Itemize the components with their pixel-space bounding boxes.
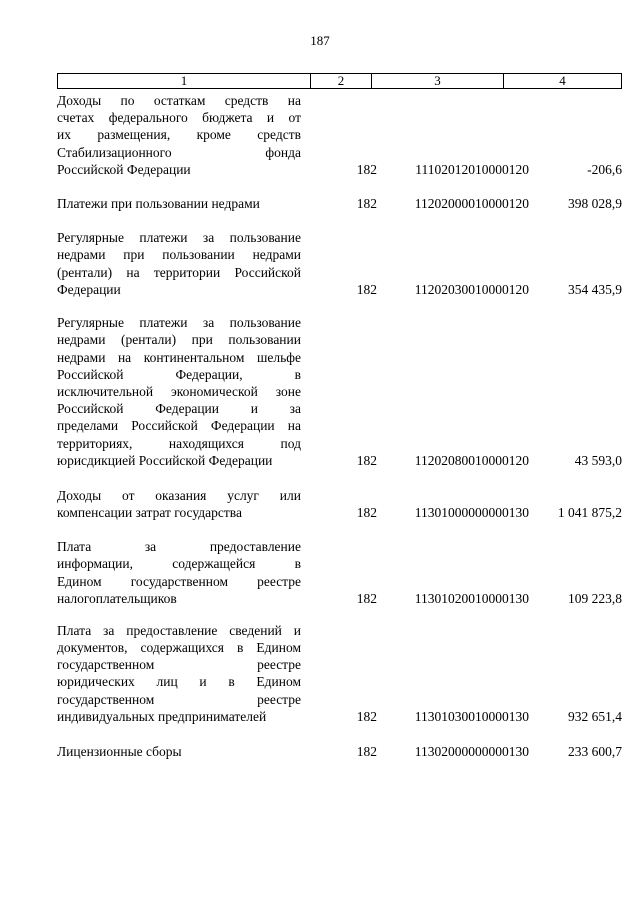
- row-kbk-code: 11301030010000130: [414, 709, 529, 725]
- row-description: [57, 538, 301, 607]
- row-amount: 354 435,9: [568, 282, 622, 297]
- description-line: юрисдикцией Российской Федерации: [57, 452, 273, 468]
- description-word: государственном: [57, 657, 155, 673]
- description-word: реестре: [257, 691, 301, 707]
- table-row: [57, 229, 622, 298]
- description-line: Едином государственном реестре: [57, 573, 301, 589]
- row-kbk-code: 11102012010000120: [415, 162, 529, 178]
- description-word: реестре: [257, 657, 301, 673]
- description-line: [57, 435, 301, 452]
- description-line: [57, 691, 301, 708]
- description-line: Федерации: [57, 281, 121, 297]
- row-kbk-code: 11202000010000120: [414, 196, 529, 211]
- row-code: 182: [356, 709, 377, 725]
- description-line: Регулярные платежи за пользование: [57, 230, 301, 246]
- table-header: [57, 73, 622, 89]
- description-word: за: [144, 539, 157, 555]
- row-code: 182: [356, 453, 377, 469]
- description-line: [57, 144, 301, 161]
- description-word: в: [294, 366, 301, 382]
- description-word: государственном: [57, 691, 155, 707]
- header-column-2: 2: [310, 74, 371, 88]
- description-line: компенсации затрат государства: [57, 504, 242, 520]
- description-word: Российской: [57, 366, 124, 382]
- description-word: за: [289, 401, 301, 417]
- row-amount: 233 600,7: [568, 744, 622, 759]
- row-description: [57, 622, 301, 725]
- row-code: 182: [356, 505, 377, 520]
- description-line: индивидуальных предпринимателей: [57, 708, 267, 724]
- table-row: [57, 487, 622, 521]
- description-word: в: [294, 556, 301, 572]
- row-code: 182: [356, 162, 377, 178]
- description-line: недрами на континентальном шельфе: [57, 349, 301, 365]
- row-kbk-code: 11301020010000130: [414, 591, 529, 606]
- description-word: Федерации: [155, 401, 219, 417]
- description-line: Лицензионные сборы: [57, 743, 182, 759]
- table-row: [57, 622, 622, 725]
- description-line: исключительной экономической зоне: [57, 384, 301, 399]
- row-kbk-code: 11301000000000130: [414, 505, 529, 520]
- description-line: Доходы от оказания услуг или: [57, 487, 301, 503]
- description-word: территориях,: [57, 435, 133, 451]
- row-amount: 398 028,9: [568, 196, 622, 211]
- table-row: [57, 314, 622, 469]
- row-description: [57, 229, 301, 298]
- row-description: [57, 195, 301, 212]
- description-word: фонда: [265, 144, 301, 160]
- description-line: документов, содержащихся в Едином: [57, 640, 301, 655]
- description-word: Плата: [57, 539, 92, 555]
- row-description: [57, 92, 301, 178]
- description-word: и: [250, 401, 258, 417]
- description-word: Российской: [57, 401, 124, 417]
- description-line: пределами Российской Федерации на: [57, 418, 301, 434]
- row-description: [57, 487, 301, 521]
- row-amount: 43 593,0: [574, 453, 622, 469]
- header-column-1: 1: [57, 74, 310, 88]
- description-line: [57, 366, 301, 383]
- description-line: счетах федерального бюджета и от: [57, 110, 301, 126]
- description-word: под: [280, 435, 301, 451]
- description-line: недрами при пользовании недрами: [57, 247, 301, 263]
- header-column-4: 4: [503, 74, 622, 88]
- description-line: [57, 538, 301, 555]
- description-line: налогоплательщиков: [57, 590, 177, 606]
- description-line: Плата за предоставление сведений и: [57, 622, 301, 638]
- description-word: содержащейся: [172, 556, 256, 572]
- row-code: 182: [356, 744, 377, 759]
- header-column-3: 3: [371, 74, 503, 88]
- row-description: [57, 743, 301, 760]
- row-kbk-code: 11202080010000120: [414, 453, 529, 469]
- description-line: Регулярные платежи за пользование: [57, 315, 301, 331]
- row-kbk-code: 11302000000000130: [414, 744, 529, 759]
- description-line: [57, 656, 301, 673]
- description-word: Стабилизационного: [57, 144, 172, 160]
- description-line: недрами (рентали) при пользовании: [57, 332, 301, 348]
- description-line: Российской Федерации: [57, 161, 191, 177]
- description-line: юридических лиц и в Едином: [57, 674, 301, 690]
- description-line: Доходы по остаткам средств на: [57, 93, 301, 108]
- description-line: [57, 400, 301, 417]
- description-word: предоставление: [209, 539, 301, 555]
- description-line: их размещения, кроме средств: [57, 127, 301, 143]
- table-row: [57, 743, 622, 760]
- description-line: Платежи при пользовании недрами: [57, 195, 260, 211]
- description-line: (рентали) на территории Российской: [57, 264, 301, 280]
- description-word: информации,: [57, 556, 133, 572]
- table-row: [57, 195, 622, 212]
- row-kbk-code: 11202030010000120: [414, 282, 529, 297]
- description-word: Федерации,: [175, 366, 243, 382]
- row-code: 182: [356, 591, 377, 606]
- description-word: находящихся: [168, 435, 244, 451]
- description-line: [57, 555, 301, 572]
- table-row: [57, 92, 622, 178]
- row-amount: -206,6: [587, 162, 622, 178]
- page-number: 187: [310, 33, 330, 48]
- row-description: [57, 314, 301, 469]
- row-amount: 1 041 875,2: [557, 505, 622, 520]
- table-row: [57, 538, 622, 607]
- row-amount: 109 223,8: [568, 591, 622, 606]
- row-code: 182: [356, 282, 377, 297]
- row-code: 182: [356, 196, 377, 211]
- row-amount: 932 651,4: [568, 709, 622, 725]
